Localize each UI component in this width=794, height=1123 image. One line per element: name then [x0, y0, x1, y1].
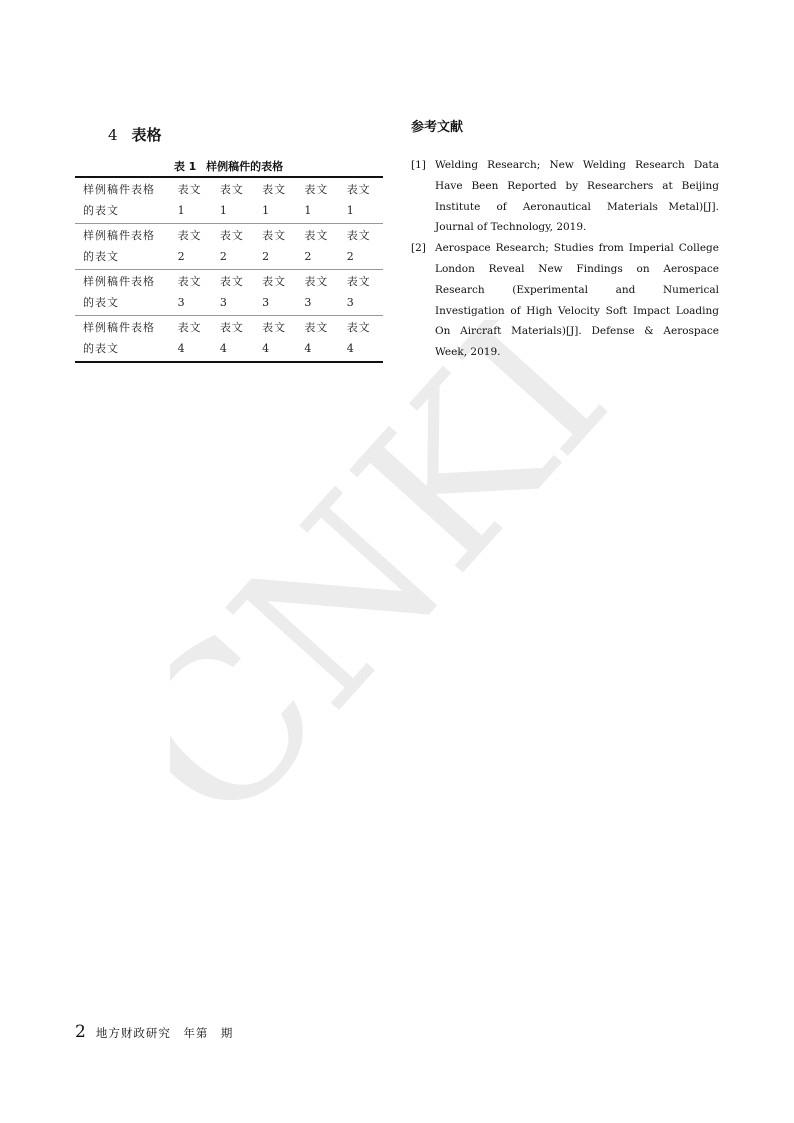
- table-cell: 表文 4: [172, 316, 214, 363]
- table-caption: [75, 158, 382, 174]
- cnki-watermark: [170, 320, 670, 840]
- table-cell: 样例稿件表格的表文: [83, 183, 155, 217]
- page-number: 2: [75, 1022, 86, 1042]
- table-cell: 表文 4: [298, 316, 340, 363]
- table-cell: 样例稿件表格的表文: [75, 224, 172, 270]
- table-row: [75, 224, 383, 270]
- table-cell: 表文 1: [304, 183, 329, 217]
- table-cell: 表文 3: [172, 270, 214, 316]
- table-caption-title: 样例稿件的表格: [206, 160, 284, 173]
- table-cell: 表文 2: [256, 224, 298, 270]
- watermark-text: CNKI: [170, 320, 653, 840]
- table-cell: 表文 4: [341, 316, 383, 363]
- table-cell: 样例稿件表格的表文: [75, 270, 172, 316]
- sample-table: [75, 176, 383, 363]
- table-cell: 表文 3: [298, 270, 340, 316]
- references-list: [411, 155, 719, 363]
- table-cell: 表文 3: [341, 270, 383, 316]
- table-cell: 表文 1: [262, 183, 287, 217]
- table-row: [75, 316, 383, 363]
- table-cell: 表文 2: [172, 224, 214, 270]
- table-cell: 表文 1: [177, 183, 202, 217]
- table-cell: 表文 3: [214, 270, 256, 316]
- table-cell: 表文 1: [219, 183, 244, 217]
- table-cell: 表文 1: [346, 183, 371, 217]
- table-cell: 表文 4: [256, 316, 298, 363]
- section-title: 表格: [131, 126, 162, 144]
- section-number: 4: [108, 126, 118, 144]
- reference-text: Welding Research; New Welding Research Data Have Been Reported by Researchers at Beijing Institute of Aeronautical Materials Metal)[J]. Journal of Technology, 2019.: [435, 159, 719, 234]
- table-cell: 表文 2: [341, 224, 383, 270]
- reference-item: [411, 238, 719, 363]
- reference-text: Aerospace Research; Studies from Imperial College London Reveal New Findings on Aerospace Research (Experimental and Numerical Investigation of High Velocity Soft Impact Loading On Aircraft Materials)[J]. Defense & Aerospace Week, 2019.: [435, 242, 719, 359]
- reference-item: [411, 155, 719, 238]
- table-cell: 表文 3: [256, 270, 298, 316]
- references-heading: 参考文献: [411, 120, 464, 135]
- table-cell: 样例稿件表格的表文: [75, 316, 172, 363]
- reference-index: [2]: [411, 242, 426, 255]
- table-row: [75, 270, 383, 316]
- table-cell: 表文 2: [214, 224, 256, 270]
- table-row: [75, 177, 383, 224]
- table-cell: 表文 4: [214, 316, 256, 363]
- table-caption-label: 表 1: [173, 160, 197, 173]
- journal-issue: 地方财政研究 年第 期: [95, 1026, 234, 1040]
- table-cell: 表文 2: [298, 224, 340, 270]
- reference-index: [1]: [411, 159, 426, 171]
- section-heading: [108, 124, 162, 145]
- page-footer: [75, 1022, 233, 1042]
